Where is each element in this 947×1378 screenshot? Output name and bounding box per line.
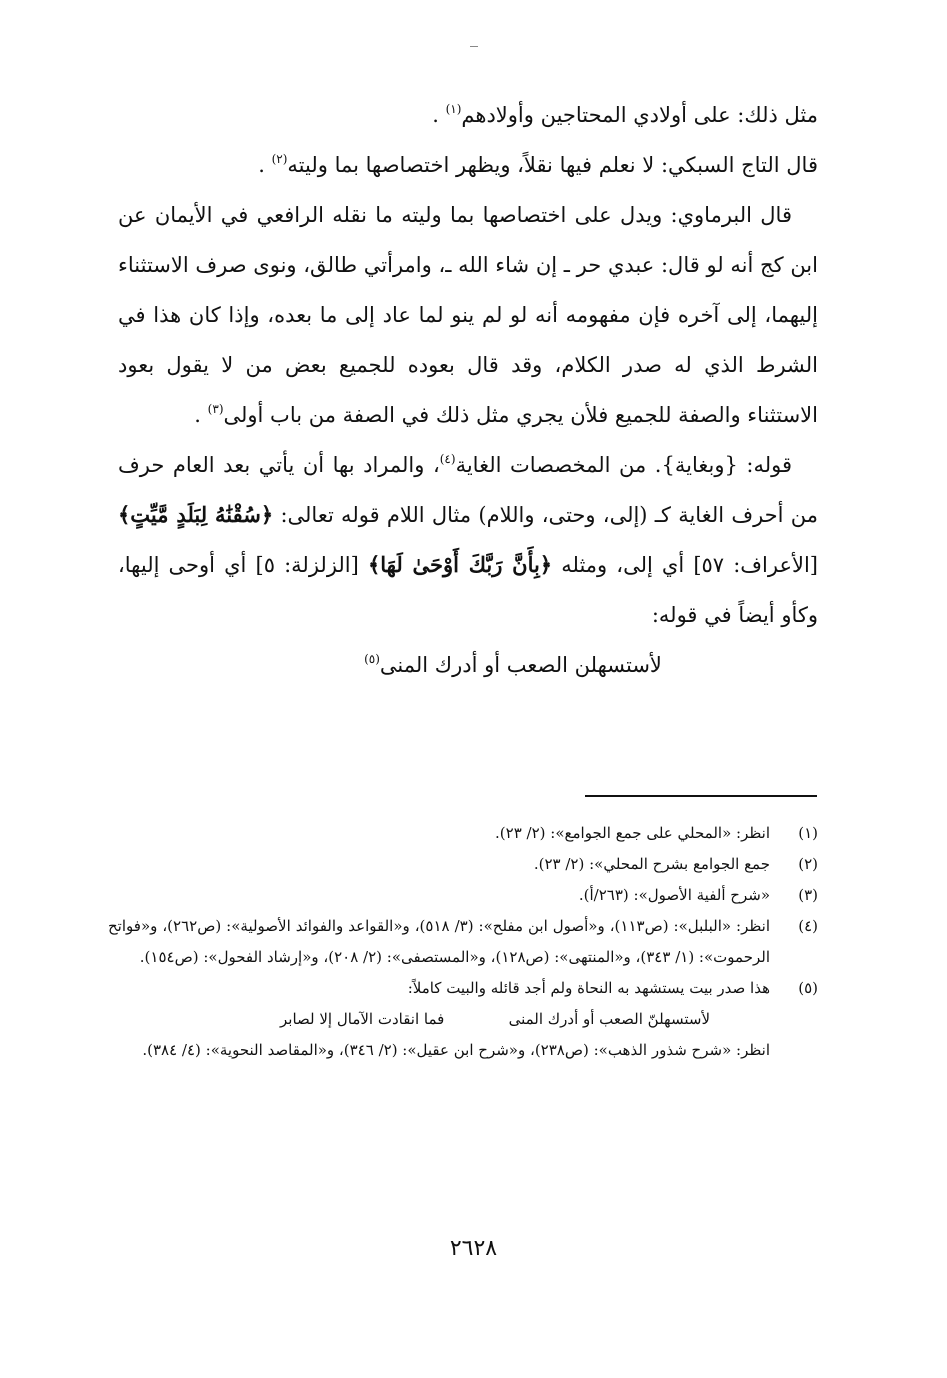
footnote-divider xyxy=(585,795,817,797)
poem-first-half: لأستسهلنّ الصعب أو أدرك المنى xyxy=(508,1010,710,1028)
paragraph-2 xyxy=(118,140,818,190)
quran-verse: ﴿بِأَنَّ رَبَّكَ أَوْحَىٰ لَهَا﴾ xyxy=(367,552,553,577)
footnote-2 xyxy=(108,849,818,880)
quran-verse: ﴿سُقْنَٰهُ لِبَلَدٍ مَّيِّتٍ﴾ xyxy=(118,502,274,527)
footnote-1 xyxy=(108,818,818,849)
period: . xyxy=(432,103,439,127)
main-text xyxy=(118,90,818,690)
footnote-sources: انظر: «شرح شذور الذهب»: (ص٢٣٨)، و«شرح ابن عقيل»: (٢/ ٣٤٦)، و«المقاصد النحوية»: (٤/ ٣٨٤). xyxy=(142,1041,770,1059)
period: . xyxy=(194,403,201,427)
verse-text: لأستسهلن الصعب أو أدرك المنى xyxy=(379,653,662,677)
footnotes xyxy=(108,818,818,1066)
footnote-ref: (٢) xyxy=(271,152,288,166)
paragraph-text: ، والمراد بها أن يأتي بعد العام حرف من أحرف الغاية كـ (إلى، وحتى، واللام) مثال اللام قوله تعالى: xyxy=(118,453,818,527)
paragraph-text: قوله: {وبغاية}. من المخصصات الغاية xyxy=(455,453,792,477)
paragraph-text: مثل ذلك: على أولادي المحتاجين وأولادهم xyxy=(461,103,818,127)
footnote-3 xyxy=(108,880,818,911)
paragraph-text: قال البرماوي: ويدل على اختصاصها بما وليته ما نقله الرافعي في الأيمان عن ابن كج أنه لو قال: عبدي حر ـ إن شاء الله ـ، وامرأتي طالق، ونوى صرف الاستثناء إليهما، إلى آخره فإن مفهومه أنه لو لم ينو لما عاد إلى ما بعده، وإذا كان هذا في الشرط الذي له صدر الكلام، وقد قال بعوده للجميع بعض من لا يقول بعود الاستثناء والصفة للجميع فلأن يجري مثل ذلك في الصفة من باب أولى xyxy=(118,203,818,427)
footnote-intro: هذا صدر بيت يستشهد به النحاة ولم أجد قائله والبيت كاملاً: xyxy=(407,979,770,997)
footnote-ref: (١) xyxy=(445,102,462,116)
footnote-number: (٢) xyxy=(798,855,818,873)
paragraph-3 xyxy=(118,190,818,440)
footnote-number: (٣) xyxy=(798,886,818,904)
footnote-ref: (٥) xyxy=(364,652,380,666)
top-mark xyxy=(470,46,478,47)
footnote-text: جمع الجوامع بشرح المحلي»: (٢/ ٢٣). xyxy=(533,855,770,873)
poem-second-half: فما انقادت الآمال إلا لصابر xyxy=(280,1010,445,1028)
paragraph-1 xyxy=(118,90,818,140)
period: . xyxy=(258,153,265,177)
footnote-number: (١) xyxy=(798,824,818,842)
page-number: ٢٦٢٨ xyxy=(449,1236,498,1261)
footnote-text: انظر: «البلبل»: (ص١١٣)، و«أصول ابن مفلح»: (٣/ ٥١٨)، و«القواعد والفوائد الأصولية»: (ص٢٦٢)، و«فواتح الرحموت»: (١/ ٣٤٣)، و«المنتهى»: (ص١٢٨)، و«المستصفى»: (٢/ ٢٠٨)، و«إرشاد الفحول»: (ص١٥٤). xyxy=(108,917,771,966)
footnote-ref: (٣) xyxy=(207,402,224,416)
footnote-text: انظر: «المحلي على جمع الجوامع»: (٢/ ٢٣). xyxy=(495,824,770,842)
footnote-poem xyxy=(280,1004,710,1035)
footnote-5 xyxy=(108,973,818,1066)
footnote-number: (٥) xyxy=(798,979,818,997)
footnote-number: (٤) xyxy=(798,917,818,935)
footnote-text: «شرح ألفية الأصول»: (٢٦٣/أ). xyxy=(578,886,770,904)
paragraph-text: [الأعراف: ٥٧] أي إلى، ومثله xyxy=(561,553,818,577)
paragraph-text: [الزلزلة: ٥] أي أوحى إليها، وكأو أيضاً في قوله: xyxy=(118,553,818,627)
footnote-4 xyxy=(108,911,818,973)
footnote-text xyxy=(108,973,770,1066)
poetry-verse xyxy=(118,640,818,690)
paragraph-text: قال التاج السبكي: لا نعلم فيها نقلاً، ويظهر اختصاصها بما وليته xyxy=(287,153,818,177)
footnote-ref: (٤) xyxy=(439,452,456,466)
paragraph-4 xyxy=(118,440,818,640)
